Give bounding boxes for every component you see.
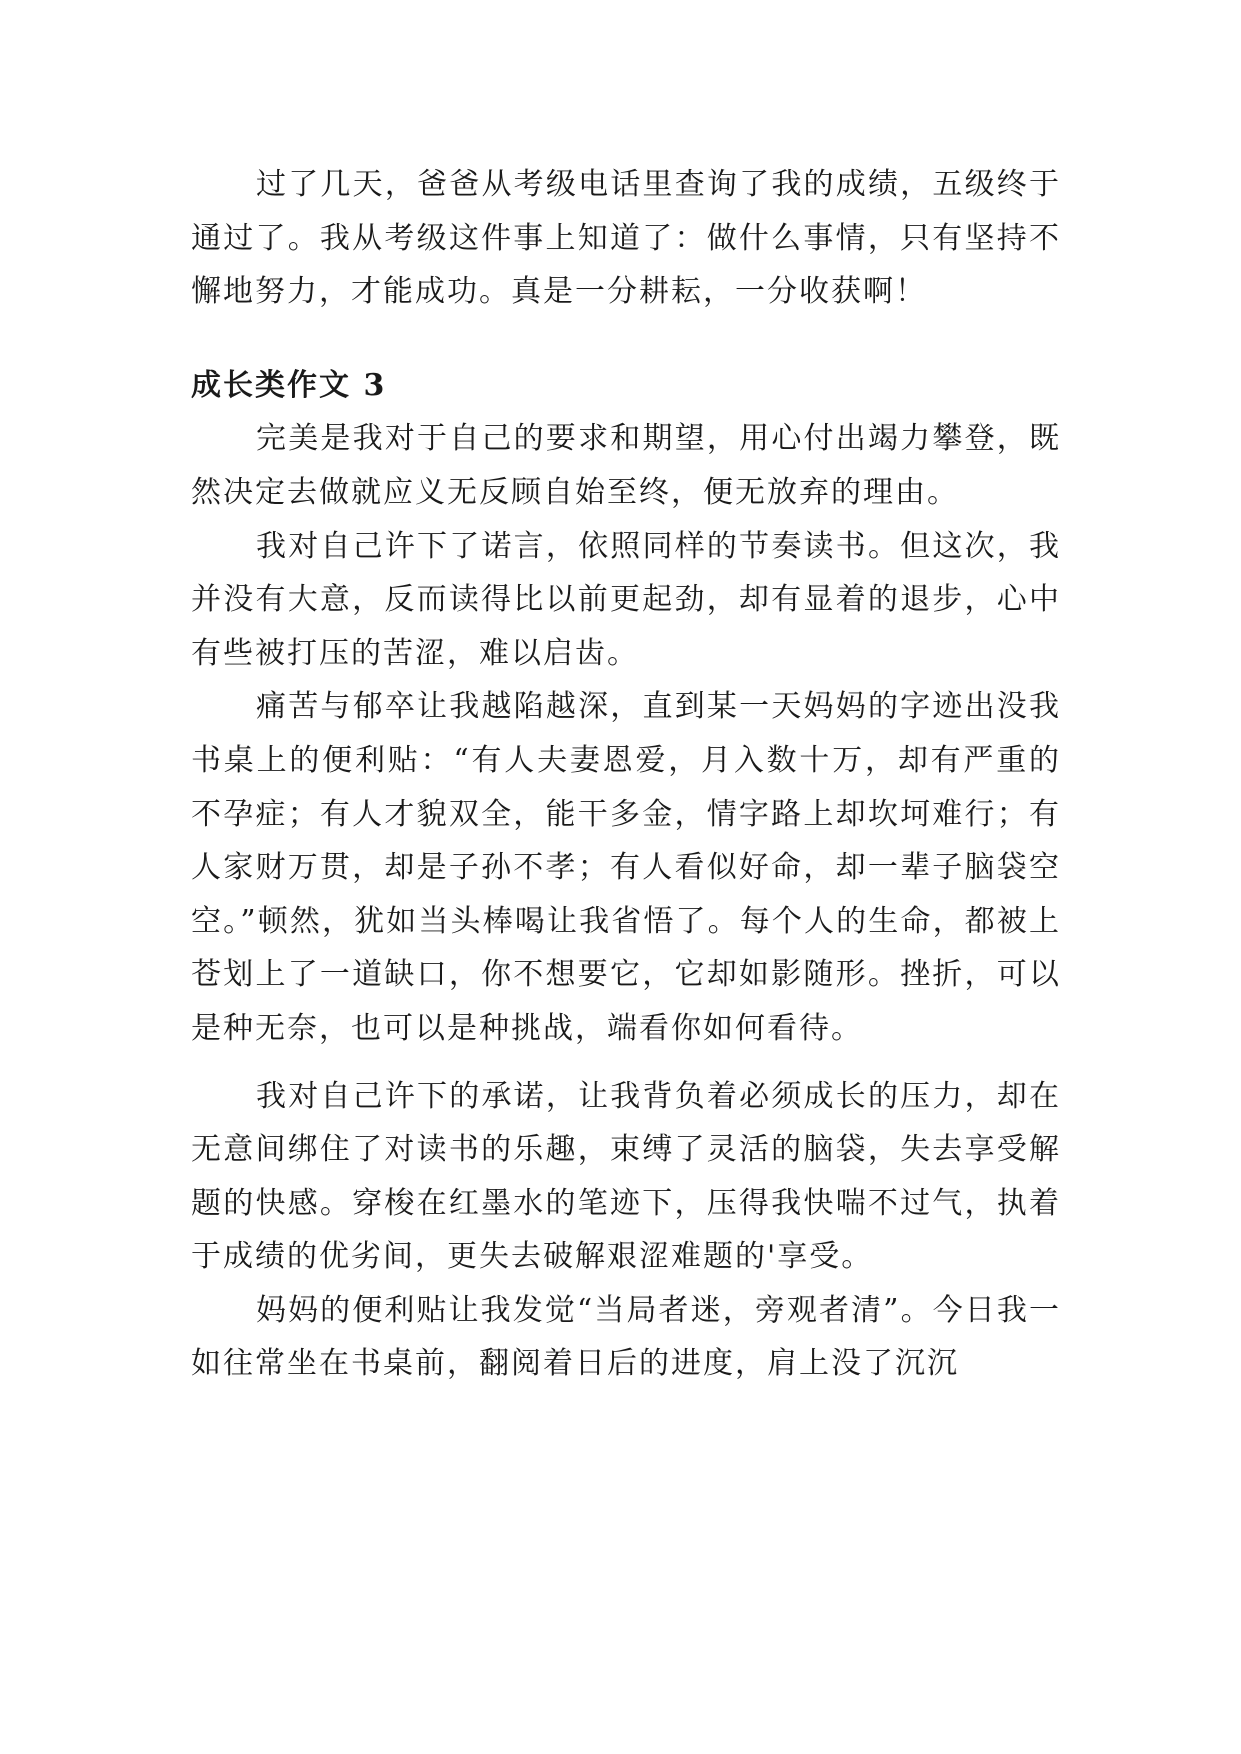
paragraph-1: 完美是我对于自己的要求和期望，用心付出竭力攀登，既然决定去做就应义无反顾自始至终，便无放弃的理由。	[191, 421, 1061, 510]
paragraph-3: 痛苦与郁卒让我越陷越深，直到某一天妈妈的字迹出没我书桌上的便利贴：“有人夫妻恩爱，月入数十万，却有严重的不孕症；有人才貌双全，能干多金，情字路上却坎坷难行；有人家财万贯，却是子孙不孝；有人看似好命，却一辈子脑袋空空。”顿然，犹如当头棒喝让我省悟了。每个人的生命，都被上苍划上了一道缺口，你不想要它，它却如影随形。挫折，可以是种无奈，也可以是种挑战，端看你如何看待。	[191, 689, 1061, 1046]
spacer	[191, 1056, 1061, 1070]
spacer	[191, 319, 1061, 359]
paragraph-4: 我对自己许下的承诺，让我背负着必须成长的压力，却在无意间绑住了对读书的乐趣，束缚了灵活的脑袋，失去享受解题的快感。穿梭在红墨水的笔迹下，压得我快喘不过气，执着于成绩的优劣间，更失去破解艰涩难题的'享受。	[191, 1078, 1061, 1275]
intro-paragraph: 过了几天，爸爸从考级电话里查询了我的成绩，五级终于通过了。我从考级这件事上知道了：做什么事情，只有坚持不懈地努力，才能成功。真是一分耕耘，一分收获啊！	[191, 167, 1061, 310]
paragraph-5: 妈妈的便利贴让我发觉“当局者迷，旁观者清”。今日我一如往常坐在书桌前，翻阅着日后的进度，肩上没了沉沉	[191, 1292, 1061, 1382]
document-body	[191, 158, 1061, 1391]
section-title: 成长类作文 3	[191, 367, 387, 403]
paragraph-2: 我对自己许下了诺言，依照同样的节奏读书。但这次，我并没有大意，反而读得比以前更起劲，却有显着的退步，心中有些被打压的苦涩，难以启齿。	[191, 528, 1061, 671]
